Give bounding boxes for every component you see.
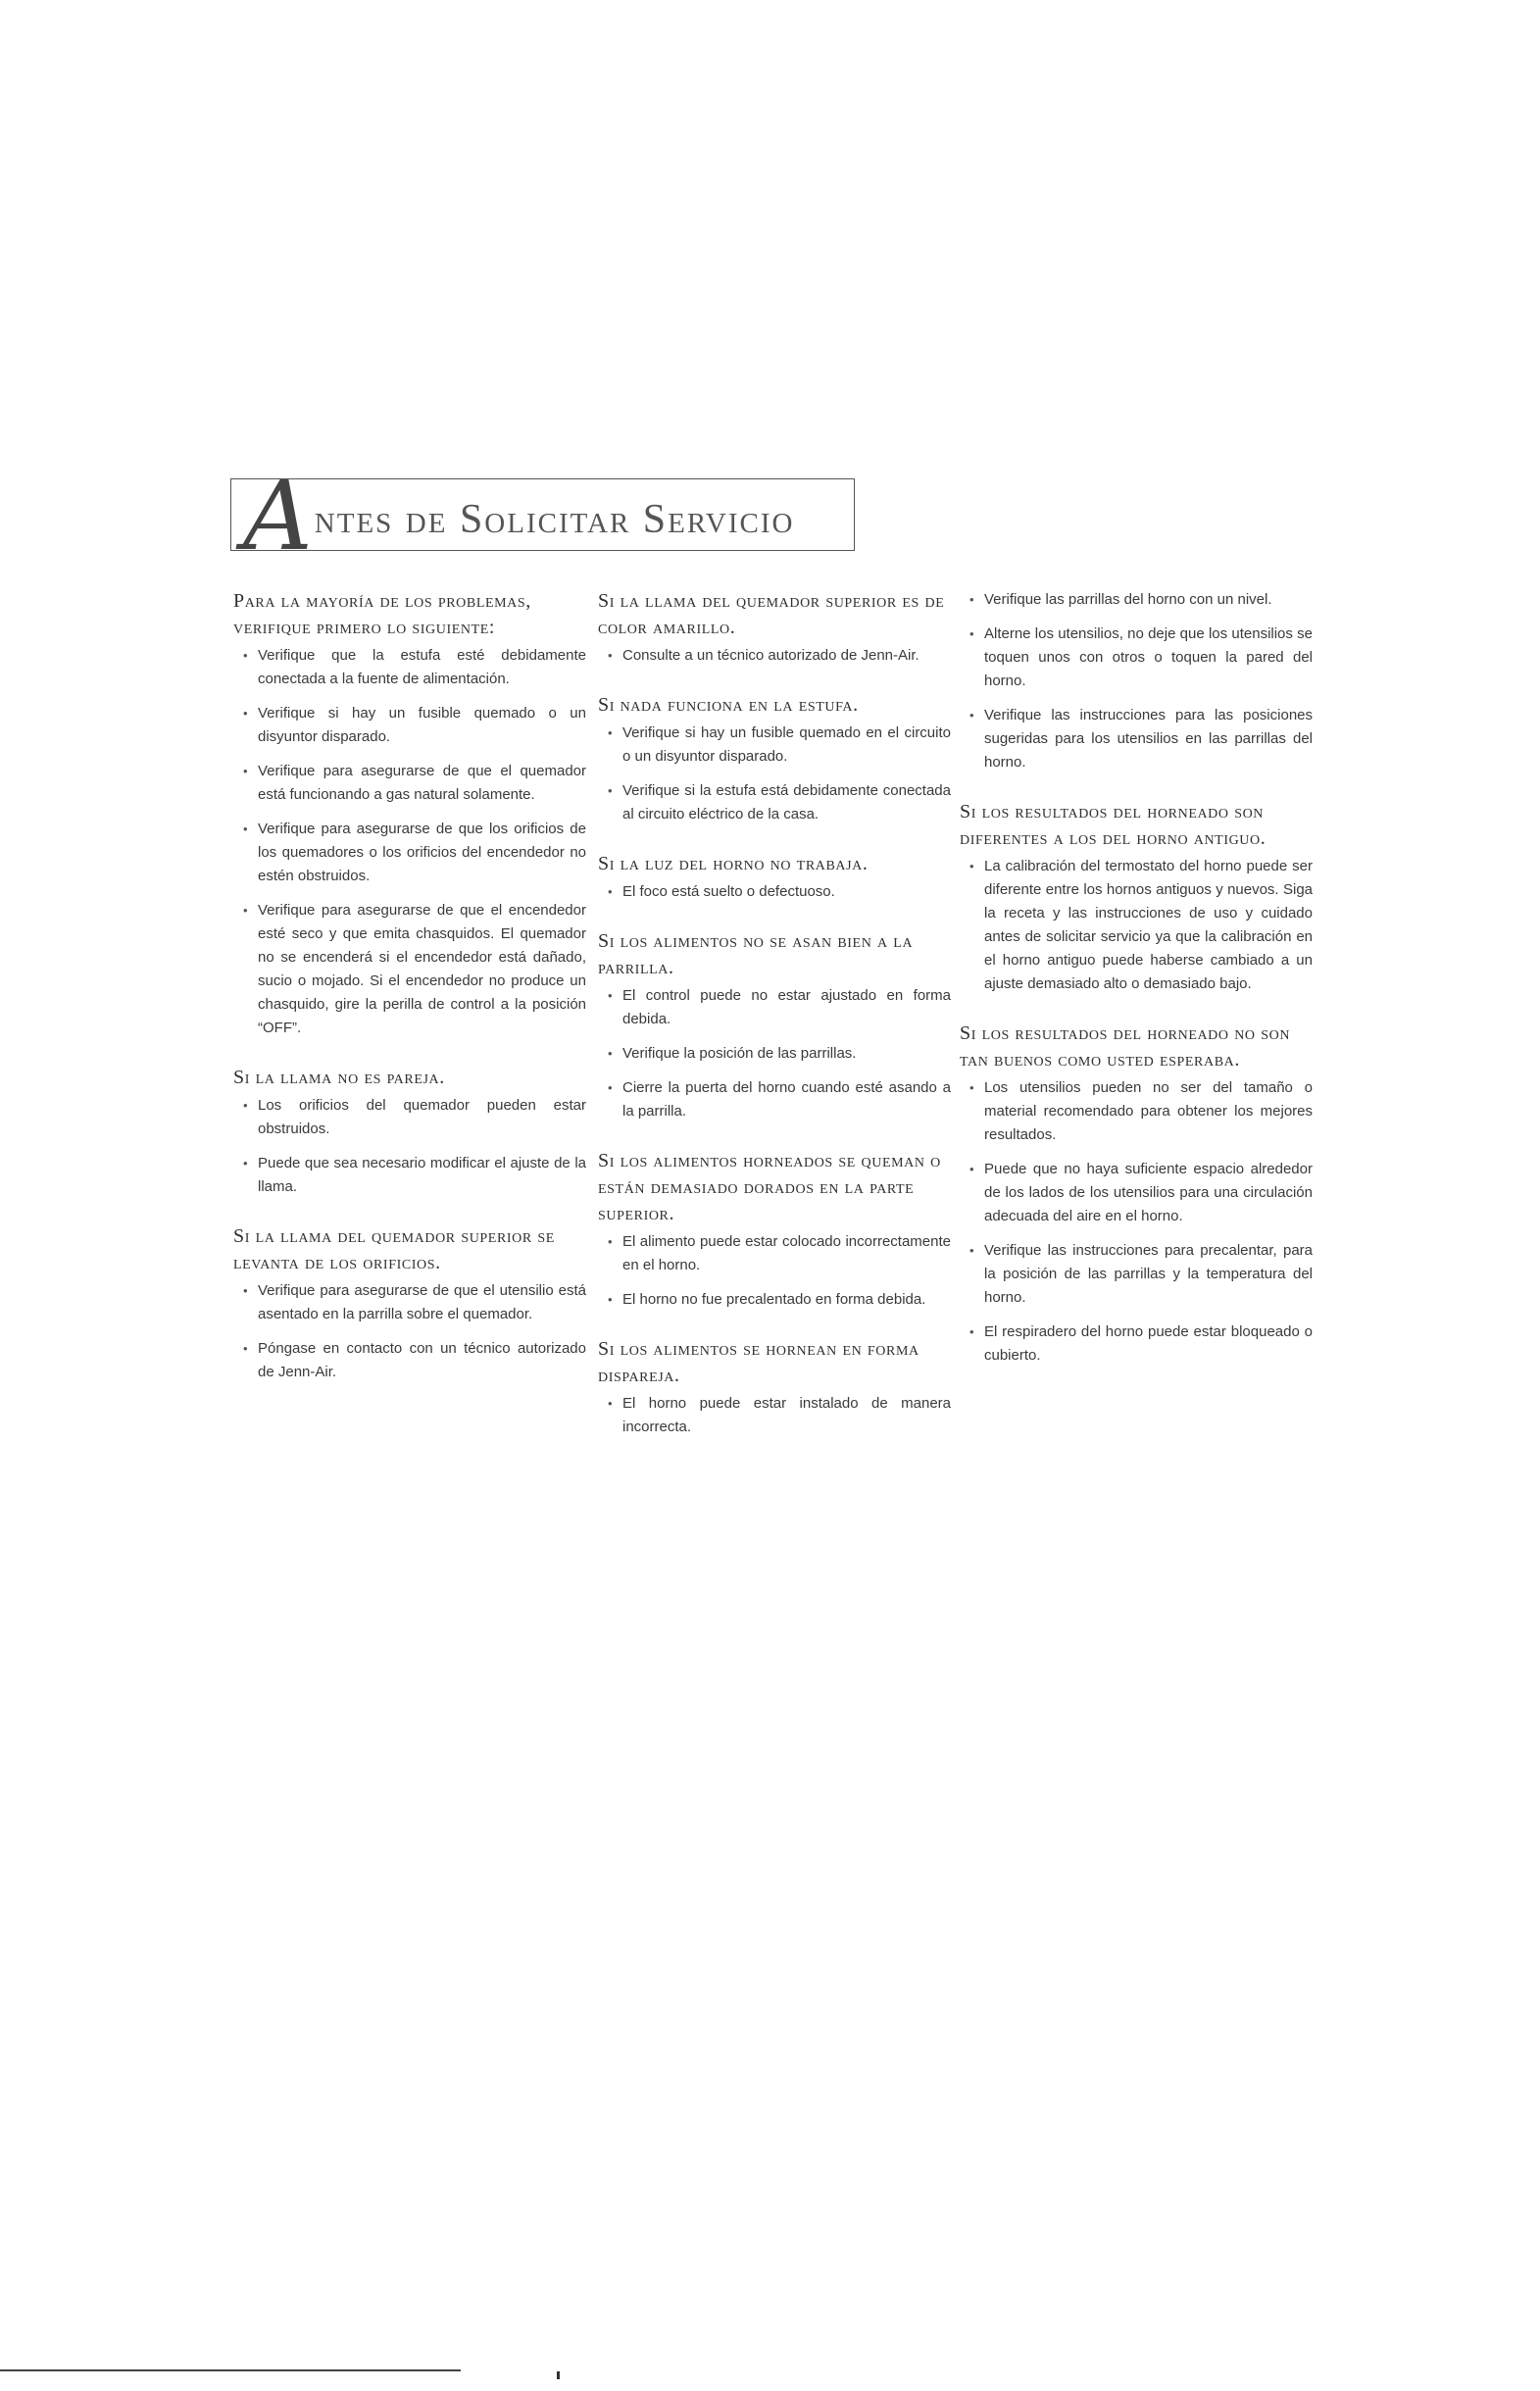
page-title-box	[230, 478, 855, 551]
bullet-item: • Los orificios del quemador pueden estar obstruidos.	[233, 1094, 586, 1141]
bullet-item: • Verifique la posición de las parrillas.	[598, 1042, 951, 1066]
bullet-item: • Verifique si la estufa está debidamente conectada al circuito eléctrico de la casa.	[598, 779, 951, 826]
bullet-list	[960, 855, 1313, 996]
bullet-list	[233, 1279, 586, 1384]
troubleshooting-section	[960, 1021, 1313, 1368]
bullet-list	[233, 644, 586, 1040]
bullet-list	[233, 1094, 586, 1199]
column-3	[960, 588, 1313, 1392]
bullet-item: • Consulte a un técnico autorizado de Jenn-Air.	[598, 644, 951, 668]
troubleshooting-section	[960, 588, 1313, 774]
troubleshooting-section	[598, 928, 951, 1123]
bullet-item: • Verifique las parrillas del horno con un nivel.	[960, 588, 1313, 612]
troubleshooting-section	[233, 588, 586, 1040]
bullet-item: • Verifique para asegurarse de que el utensilio está asentado en la parrilla sobre el quemador.	[233, 1279, 586, 1326]
bullet-item: • El control puede no estar ajustado en forma debida.	[598, 984, 951, 1031]
bullet-item: • Puede que no haya suficiente espacio alrededor de los lados de los utensilios para una circulación adecuada del aire en el horno.	[960, 1158, 1313, 1228]
bullet-item: • El horno no fue precalentado en forma debida.	[598, 1288, 951, 1312]
section-heading: Si los resultados del horneado son diferentes a los del horno antiguo.	[960, 801, 1267, 849]
section-heading: Si la luz del horno no trabaja.	[598, 853, 869, 874]
bullet-item: • Verifique que la estufa esté debidamente conectada a la fuente de alimentación.	[233, 644, 586, 691]
bullet-item: • Alterne los utensilios, no deje que los utensilios se toquen unos con otros o toquen la pared del horno.	[960, 623, 1313, 693]
troubleshooting-section	[598, 692, 951, 826]
section-heading: Si nada funciona en la estufa.	[598, 694, 859, 716]
troubleshooting-section	[233, 1065, 586, 1199]
bullet-item: • El alimento puede estar colocado incorrectamente en el horno.	[598, 1230, 951, 1277]
bullet-item: • Cierre la puerta del horno cuando esté asando a la parrilla.	[598, 1076, 951, 1123]
section-heading: Si los alimentos no se asan bien a la parrilla.	[598, 930, 914, 978]
section-heading: Si los alimentos se hornean en forma dispareja.	[598, 1338, 919, 1386]
bullet-item: • Los utensilios pueden no ser del tamaño o material recomendado para obtener los mejores resultados.	[960, 1076, 1313, 1147]
section-heading: Si la llama no es pareja.	[233, 1067, 445, 1088]
bullet-item: • Puede que sea necesario modificar el ajuste de la llama.	[233, 1152, 586, 1199]
bullet-list	[960, 588, 1313, 774]
bullet-item: • Póngase en contacto con un técnico autorizado de Jenn-Air.	[233, 1337, 586, 1384]
title-initial-letter: A	[243, 478, 313, 551]
bullet-item: • Verifique si hay un fusible quemado o un disyuntor disparado.	[233, 702, 586, 749]
troubleshooting-section	[598, 1148, 951, 1312]
section-heading: Si los resultados del horneado no son tan buenos como usted esperaba.	[960, 1022, 1291, 1071]
bullet-item: • El foco está suelto o defectuoso.	[598, 880, 951, 904]
bullet-item: • Verifique para asegurarse de que el encendedor esté seco y que emita chasquidos. El quemador no se encenderá si el encendedor está dañado, sucio o mojado. Si el encendedor no produce un chasquido, gire la perilla de control a la posición “OFF”.	[233, 899, 586, 1040]
bullet-item: • Verifique si hay un fusible quemado en el circuito o un disyuntor disparado.	[598, 722, 951, 769]
troubleshooting-section	[598, 851, 951, 904]
bullet-list	[598, 880, 951, 904]
footer-rule	[0, 2369, 461, 2371]
section-heading: Si la llama del quemador superior es de color amarillo.	[598, 590, 945, 638]
troubleshooting-section	[233, 1223, 586, 1384]
bullet-list	[598, 1392, 951, 1439]
bullet-item: • Verifique para asegurarse de que los orificios de los quemadores o los orificios del encendedor no estén obstruidos.	[233, 818, 586, 888]
footer-mark	[557, 2371, 560, 2379]
column-2	[598, 588, 951, 1464]
section-heading: Para la mayoría de los problemas, verifique primero lo siguiente:	[233, 590, 531, 638]
bullet-item: • Verifique las instrucciones para precalentar, para la posición de las parrillas y la temperatura del horno.	[960, 1239, 1313, 1310]
troubleshooting-section	[960, 799, 1313, 996]
troubleshooting-section	[598, 588, 951, 668]
column-1	[233, 588, 586, 1409]
section-heading: Si la llama del quemador superior se levanta de los orificios.	[233, 1225, 555, 1273]
bullet-item: • Verifique las instrucciones para las posiciones sugeridas para los utensilios en las parrillas del horno.	[960, 704, 1313, 774]
section-heading: Si los alimentos horneados se queman o están demasiado dorados en la parte superior.	[598, 1150, 941, 1224]
bullet-item: • El respiradero del horno puede estar bloqueado o cubierto.	[960, 1320, 1313, 1368]
bullet-list	[960, 1076, 1313, 1368]
bullet-item: • La calibración del termostato del horno puede ser diferente entre los hornos antiguos y nuevos. Siga la receta y las instrucciones de uso y cuidado antes de solicitar servicio ya que la calibración en el horno antiguo puede haberse cambiado a un ajuste demasiado alto o demasiado bajo.	[960, 855, 1313, 996]
troubleshooting-section	[598, 1336, 951, 1439]
page-title: ntes de Solicitar Servicio	[314, 497, 795, 542]
bullet-item: • Verifique para asegurarse de que el quemador está funcionando a gas natural solamente.	[233, 760, 586, 807]
bullet-list	[598, 1230, 951, 1312]
bullet-list	[598, 722, 951, 826]
bullet-item: • El horno puede estar instalado de manera incorrecta.	[598, 1392, 951, 1439]
bullet-list	[598, 984, 951, 1123]
bullet-list	[598, 644, 951, 668]
